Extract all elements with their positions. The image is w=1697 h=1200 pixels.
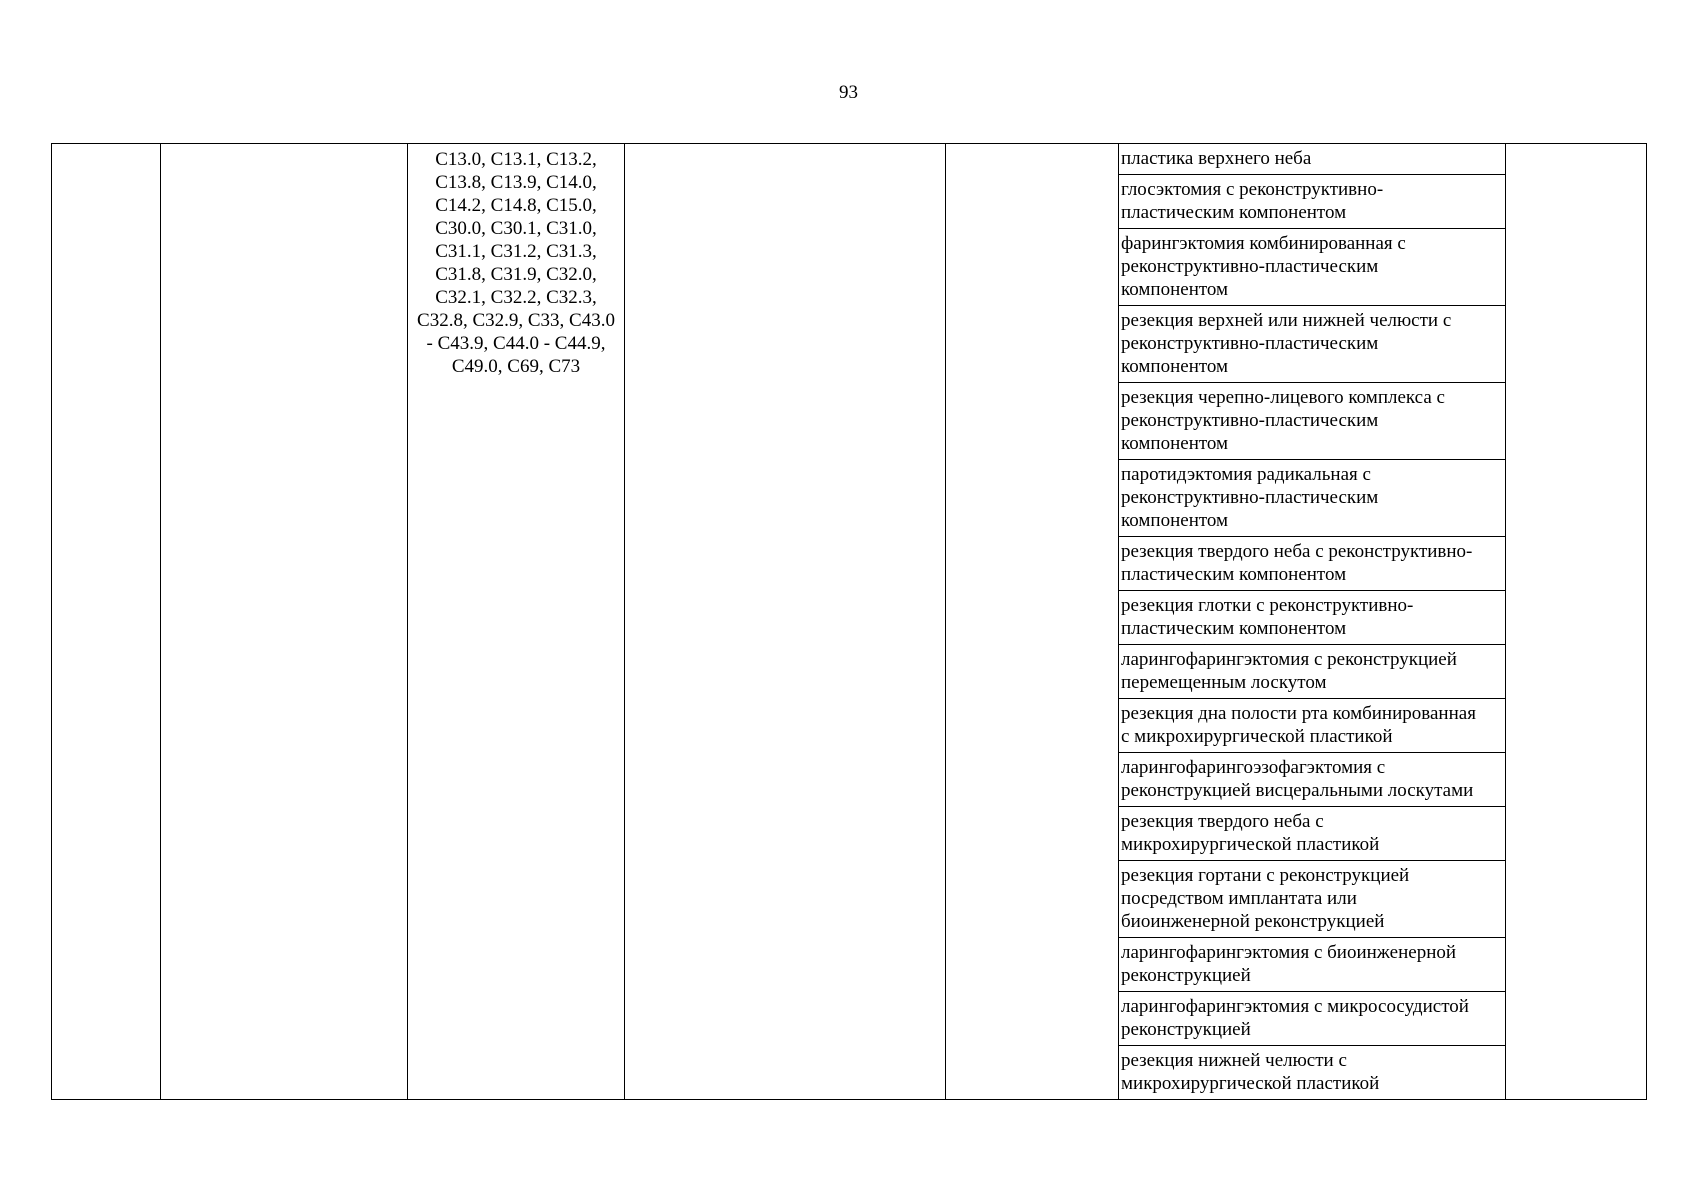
list-item: [1119, 144, 1505, 175]
diagnosis-codes-cell: [408, 144, 625, 1100]
procedure-text: резекция гортани с реконструкцией посредством имплантата или биоинженерной реконструкцией: [1121, 865, 1410, 932]
list-item: [1119, 591, 1505, 645]
procedure-text: глосэктомия с реконструктивно- пластическим компонентом: [1121, 179, 1384, 223]
procedure-text: резекция твердого неба с микрохирургической пластикой: [1121, 811, 1380, 855]
procedure-text: ларингофарингэктомия с реконструкцией перемещенным лоскутом: [1121, 649, 1457, 693]
procedure-text: ларингофарингэктомия с микрососудистой реконструкцией: [1121, 996, 1469, 1040]
procedures-cell: [1119, 144, 1506, 1100]
list-item: [1119, 699, 1505, 753]
list-item: [1119, 1046, 1505, 1100]
procedure-text: ларингофарингэктомия с биоинженерной реконструкцией: [1121, 942, 1457, 986]
procedure-text: резекция верхней или нижней челюсти с реконструктивно-пластическим компонентом: [1121, 310, 1452, 377]
procedure-text: ларингофарингоэзофагэктомия с реконструкцией висцеральными лоскутами: [1121, 757, 1474, 801]
procedure-text: резекция твердого неба с реконструктивно- пластическим компонентом: [1121, 541, 1473, 585]
list-item: [1119, 306, 1505, 383]
procedure-text: пластика верхнего неба: [1121, 148, 1312, 169]
list-item: [1119, 753, 1505, 807]
list-item: [1119, 938, 1505, 992]
empty-cell-col7: [1506, 144, 1647, 1100]
procedure-text: резекция черепно-лицевого комплекса с реконструктивно-пластическим компонентом: [1121, 387, 1445, 454]
procedure-text: паротидэктомия радикальная с реконструктивно-пластическим компонентом: [1121, 464, 1379, 531]
empty-cell-col4: [625, 144, 946, 1100]
empty-cell-col1: [52, 144, 161, 1100]
list-item: [1119, 861, 1505, 938]
table-row: [52, 144, 1647, 1100]
procedures-list: [1119, 144, 1505, 1099]
diagnosis-codes: C13.0, C13.1, C13.2, C13.8, C13.9, C14.0, C14.2, C14.8, C15.0, C30.0, C30.1, C31.0, C31.1, C31.2, C31.3, C31.8, C31.9, C32.0, C32.1, C32.2, C32.3, C32.8, C32.9, C33, C43.0 - C43.9, C44.0 - C44.9, C49.0, C69, C73: [417, 149, 615, 377]
procedures-table: [51, 143, 1647, 1100]
list-item: [1119, 229, 1505, 306]
page-number: 93: [839, 82, 858, 103]
list-item: [1119, 175, 1505, 229]
procedure-text: резекция глотки с реконструктивно- пластическим компонентом: [1121, 595, 1414, 639]
list-item: [1119, 460, 1505, 537]
empty-cell-col2: [161, 144, 408, 1100]
empty-cell-col5: [946, 144, 1119, 1100]
list-item: [1119, 807, 1505, 861]
list-item: [1119, 992, 1505, 1046]
procedure-text: резекция дна полости рта комбинированная с микрохирургической пластикой: [1121, 703, 1476, 747]
list-item: [1119, 537, 1505, 591]
procedure-text: резекция нижней челюсти с микрохирургической пластикой: [1121, 1050, 1380, 1094]
procedure-text: фарингэктомия комбинированная с реконструктивно-пластическим компонентом: [1121, 233, 1406, 300]
list-item: [1119, 383, 1505, 460]
list-item: [1119, 645, 1505, 699]
